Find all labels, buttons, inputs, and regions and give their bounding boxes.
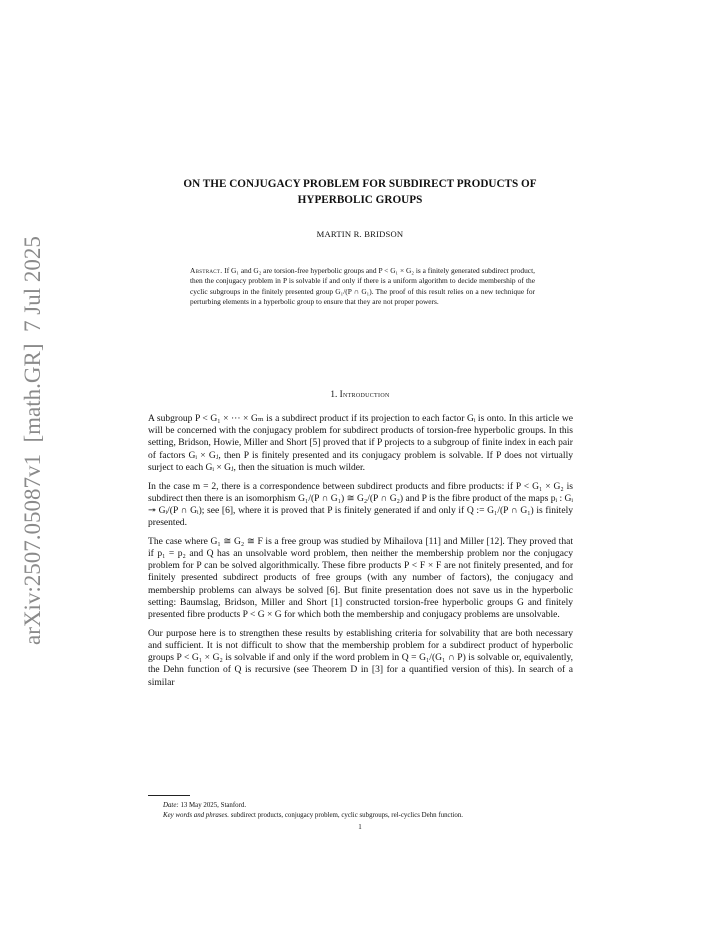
author-name: MARTIN R. BRIDSON bbox=[316, 229, 404, 239]
abstract bbox=[190, 266, 535, 307]
section-heading bbox=[100, 389, 620, 399]
page-number: 1 bbox=[358, 823, 362, 831]
footnotes bbox=[163, 801, 583, 821]
footnote-date-value: 13 May 2025, Stanford. bbox=[180, 802, 247, 809]
paragraph-3: The case where G₁ ≅ G₂ ≅ F is a free group was studied by Mihailova [11] and Miller [12]. They proved that if p₁ = p₂ and Q has an unsolvable word problem, then neither the membership problem nor the conjugacy problem for P can be solved algorithmically. These fibre products P < F × F are not finitely presented, and for finitely presented subdirect products of free groups (with any number of factors), the conjugacy and membership problems can always be solved [6]. But finite presentation does not save us in the hyperbolic setting: Baumslag, Bridson, Miller and Short [1] constructed torsion-free hyperbolic groups G and finitely presented fibre products P < G × G for which both the membership and conjugacy problems are unsolvable. bbox=[148, 535, 573, 621]
abstract-text: If G₁ and G₂ are torsion-free hyperbolic groups and P < G₁ × G₂ is a finitely generated subdirect product, then the conjugacy problem in P is solvable if and only if there is a uniform algorithm to decide membership of the cyclic subgroups in the finitely presented group G₁/(P ∩ G₁). The proof of this result relies on a new technique for perturbing elements in a hyperbolic group to ensure that they are not proper powers. bbox=[190, 266, 535, 306]
footnote-keywords bbox=[163, 811, 583, 821]
paper-title-line-2: HYPERBOLIC GROUPS bbox=[297, 194, 423, 206]
paragraph-2: In the case m = 2, there is a correspondence between subdirect products and fibre products: if P < G₁ × G₂ is subdirect then there is an isomorphism G₁/(P ∩ G₁) ≅ G₂/(P ∩ G₂) and P is the fibre product of the maps pᵢ : Gᵢ ↠ Gᵢ/(P ∩ Gᵢ); see [6], where it is proved that P is finitely generated if and only if Q := G₁/(P ∩ G₁) is finitely presented. bbox=[148, 480, 573, 529]
abstract-label: Abstract. bbox=[190, 266, 223, 275]
paper-title bbox=[100, 176, 620, 208]
footnote-date-label: Date: bbox=[163, 802, 179, 809]
footnote-keywords-label: Key words and phrases. bbox=[163, 812, 229, 819]
body-text bbox=[148, 413, 573, 695]
arxiv-identifier-stamp bbox=[0, 0, 60, 932]
arxiv-identifier-text: arXiv:2507.05087v1 [math.GR] 7 Jul 2025 bbox=[20, 236, 45, 645]
paragraph-4: Our purpose here is to strengthen these results by establishing criteria for solvability that are both necessary and sufficient. It is not difficult to show that the membership problem for a subdirect product of hyperbolic groups P < G₁ × G₂ is solvable if and only if the word problem in Q = G₁/(G₁ ∩ P) is solvable or, equivalently, the Dehn function of Q is recursive (see Theorem D in [3] for a quantified version of this). In search of a similar bbox=[148, 627, 573, 688]
paragraph-1: A subgroup P < G₁ × ··· × Gₘ is a subdirect product if its projection to each factor Gᵢ is onto. In this article we will be concerned with the conjugacy problem for subdirect products of torsion-free hyperbolic groups. In this setting, Bridson, Howie, Miller and Short [5] proved that if P projects to a subgroup of finite index in each pair of factors Gᵢ × Gⱼ, then P is finitely presented and its conjugacy problem is solvable. If P does not virtually surject to each Gᵢ × Gⱼ, then the situation is much wilder. bbox=[148, 413, 573, 473]
section-title: Introduction bbox=[339, 389, 390, 399]
footnote-rule bbox=[148, 795, 190, 796]
footnote-keywords-value: subdirect products, conjugacy problem, cyclic subgroups, rel-cyclics Dehn function. bbox=[230, 812, 464, 819]
section-number: 1. bbox=[330, 389, 338, 399]
paper-title-line-1: ON THE CONJUGACY PROBLEM FOR SUBDIRECT PRODUCTS OF bbox=[183, 178, 537, 190]
footnote-date bbox=[163, 801, 583, 811]
